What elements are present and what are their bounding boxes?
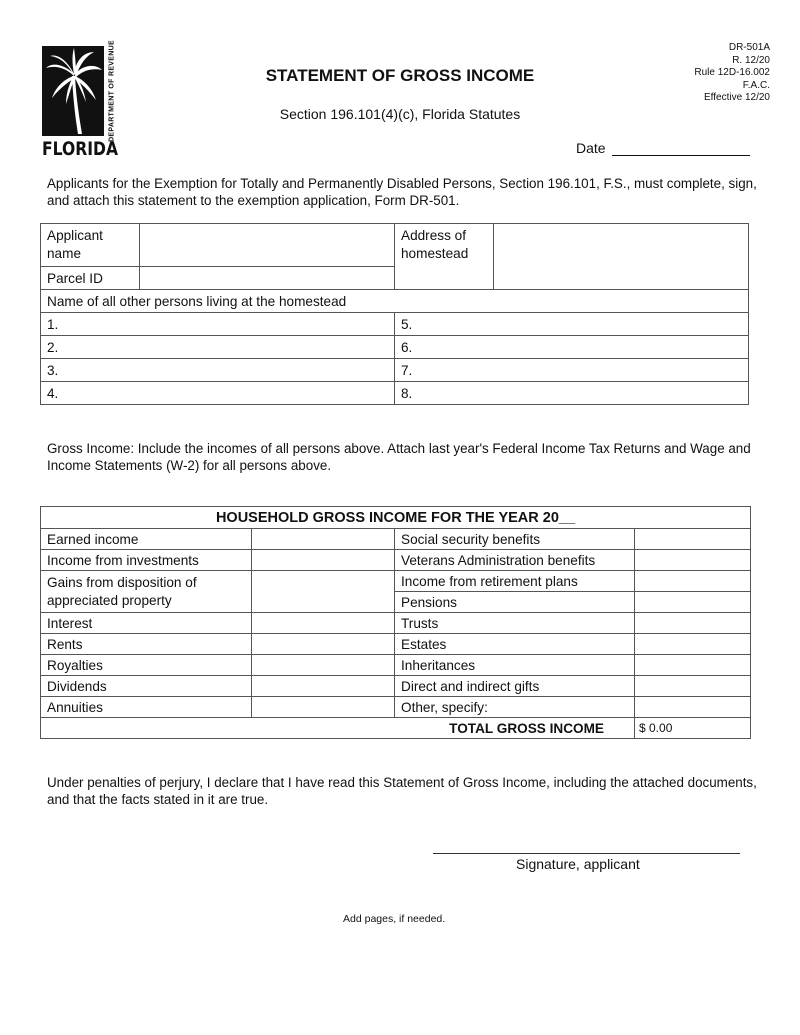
- page-title: STATEMENT OF GROSS INCOME: [265, 66, 535, 85]
- income-label-earned: Earned income: [41, 529, 252, 550]
- address-input[interactable]: [494, 224, 749, 290]
- income-label-trusts: Trusts: [395, 613, 635, 634]
- department-of-revenue-label: DEPARTMENT OF REVENUE: [108, 40, 116, 142]
- statute-subtitle: Section 196.101(4)(c), Florida Statutes: [279, 106, 521, 122]
- income-input-annuities[interactable]: [252, 697, 395, 718]
- income-label-inheritances: Inheritances: [395, 655, 635, 676]
- income-label-dividends: Dividends: [41, 676, 252, 697]
- income-input-social-security[interactable]: [635, 529, 751, 550]
- total-gross-income-label: TOTAL GROSS INCOME: [41, 718, 635, 739]
- income-label-estates: Estates: [395, 634, 635, 655]
- person-field-5[interactable]: 5.: [395, 313, 749, 336]
- income-label-pensions: Pensions: [395, 592, 635, 613]
- income-label-annuities: Annuities: [41, 697, 252, 718]
- income-input-estates[interactable]: [635, 634, 751, 655]
- add-pages-note: Add pages, if needed.: [343, 913, 446, 925]
- person-field-3[interactable]: 3.: [41, 359, 395, 382]
- income-input-interest[interactable]: [252, 613, 395, 634]
- income-input-veterans[interactable]: [635, 550, 751, 571]
- income-label-rents: Rents: [41, 634, 252, 655]
- income-input-earned[interactable]: [252, 529, 395, 550]
- parcel-id-input[interactable]: [140, 267, 395, 290]
- income-input-rents[interactable]: [252, 634, 395, 655]
- date-input[interactable]: [612, 141, 750, 156]
- income-input-inheritances[interactable]: [635, 655, 751, 676]
- person-field-6[interactable]: 6.: [395, 336, 749, 359]
- perjury-declaration: Under penalties of perjury, I declare that I have read this Statement of Gross Income, including the attached documents, and that the facts stated in it are true.: [47, 775, 757, 807]
- intro-text: Applicants for the Exemption for Totally and Permanently Disabled Persons, Section 196.101, F.S., must complete, sign, and attach this statement to the exemption application, Form DR-501.: [47, 176, 757, 208]
- household-income-table: [40, 506, 751, 739]
- form-effective: Effective 12/20: [704, 92, 770, 103]
- total-gross-income-value: $ 0.00: [635, 718, 751, 739]
- florida-wordmark: FLORIDA: [42, 138, 119, 160]
- income-table-header: HOUSEHOLD GROSS INCOME FOR THE YEAR 20__: [41, 507, 751, 529]
- person-field-2[interactable]: 2.: [41, 336, 395, 359]
- income-label-veterans: Veterans Administration benefits: [395, 550, 635, 571]
- income-input-trusts[interactable]: [635, 613, 751, 634]
- income-input-royalties[interactable]: [252, 655, 395, 676]
- income-input-pensions[interactable]: [635, 592, 751, 613]
- income-label-investments: Income from investments: [41, 550, 252, 571]
- form-rule: Rule 12D-16.002: [694, 67, 770, 78]
- person-field-4[interactable]: 4.: [41, 382, 395, 405]
- applicant-name-label: Applicant name: [41, 224, 140, 267]
- person-field-1[interactable]: 1.: [41, 313, 395, 336]
- form-revision: R. 12/20: [732, 54, 770, 66]
- person-field-7[interactable]: 7.: [395, 359, 749, 382]
- income-label-gifts: Direct and indirect gifts: [395, 676, 635, 697]
- gross-income-note: Gross Income: Include the incomes of all persons above. Attach last year's Federal Income Tax Returns and Wage and Income Statements (W-2) for all persons above.: [47, 441, 751, 473]
- form-number: DR-501A: [728, 42, 770, 53]
- income-label-gains: Gains from disposition of appreciated property: [41, 571, 252, 613]
- income-label-interest: Interest: [41, 613, 252, 634]
- income-input-dividends[interactable]: [252, 676, 395, 697]
- income-input-other[interactable]: [635, 697, 751, 718]
- income-label-retirement: Income from retirement plans: [395, 571, 635, 592]
- form-fac: F.A.C.: [742, 79, 770, 91]
- income-label-social-security: Social security benefits: [395, 529, 635, 550]
- date-field: [576, 140, 750, 156]
- persons-header: Name of all other persons living at the homestead: [41, 290, 749, 313]
- address-label: Address of homestead: [395, 224, 494, 290]
- parcel-id-label: Parcel ID: [41, 267, 140, 290]
- person-field-8[interactable]: 8.: [395, 382, 749, 405]
- signature-label: Signature, applicant: [516, 856, 640, 872]
- form-identifier: [694, 42, 770, 105]
- income-label-other: Other, specify:: [395, 697, 635, 718]
- income-input-investments[interactable]: [252, 550, 395, 571]
- signature-line[interactable]: [433, 853, 740, 854]
- income-label-royalties: Royalties: [41, 655, 252, 676]
- palm-tree-icon: [42, 46, 104, 136]
- applicant-table: [40, 223, 749, 405]
- florida-dor-logo: [42, 40, 120, 160]
- income-input-retirement[interactable]: [635, 571, 751, 592]
- income-input-gains[interactable]: [252, 571, 395, 613]
- income-input-gifts[interactable]: [635, 676, 751, 697]
- applicant-name-input[interactable]: [140, 224, 395, 267]
- date-label: Date: [576, 140, 606, 156]
